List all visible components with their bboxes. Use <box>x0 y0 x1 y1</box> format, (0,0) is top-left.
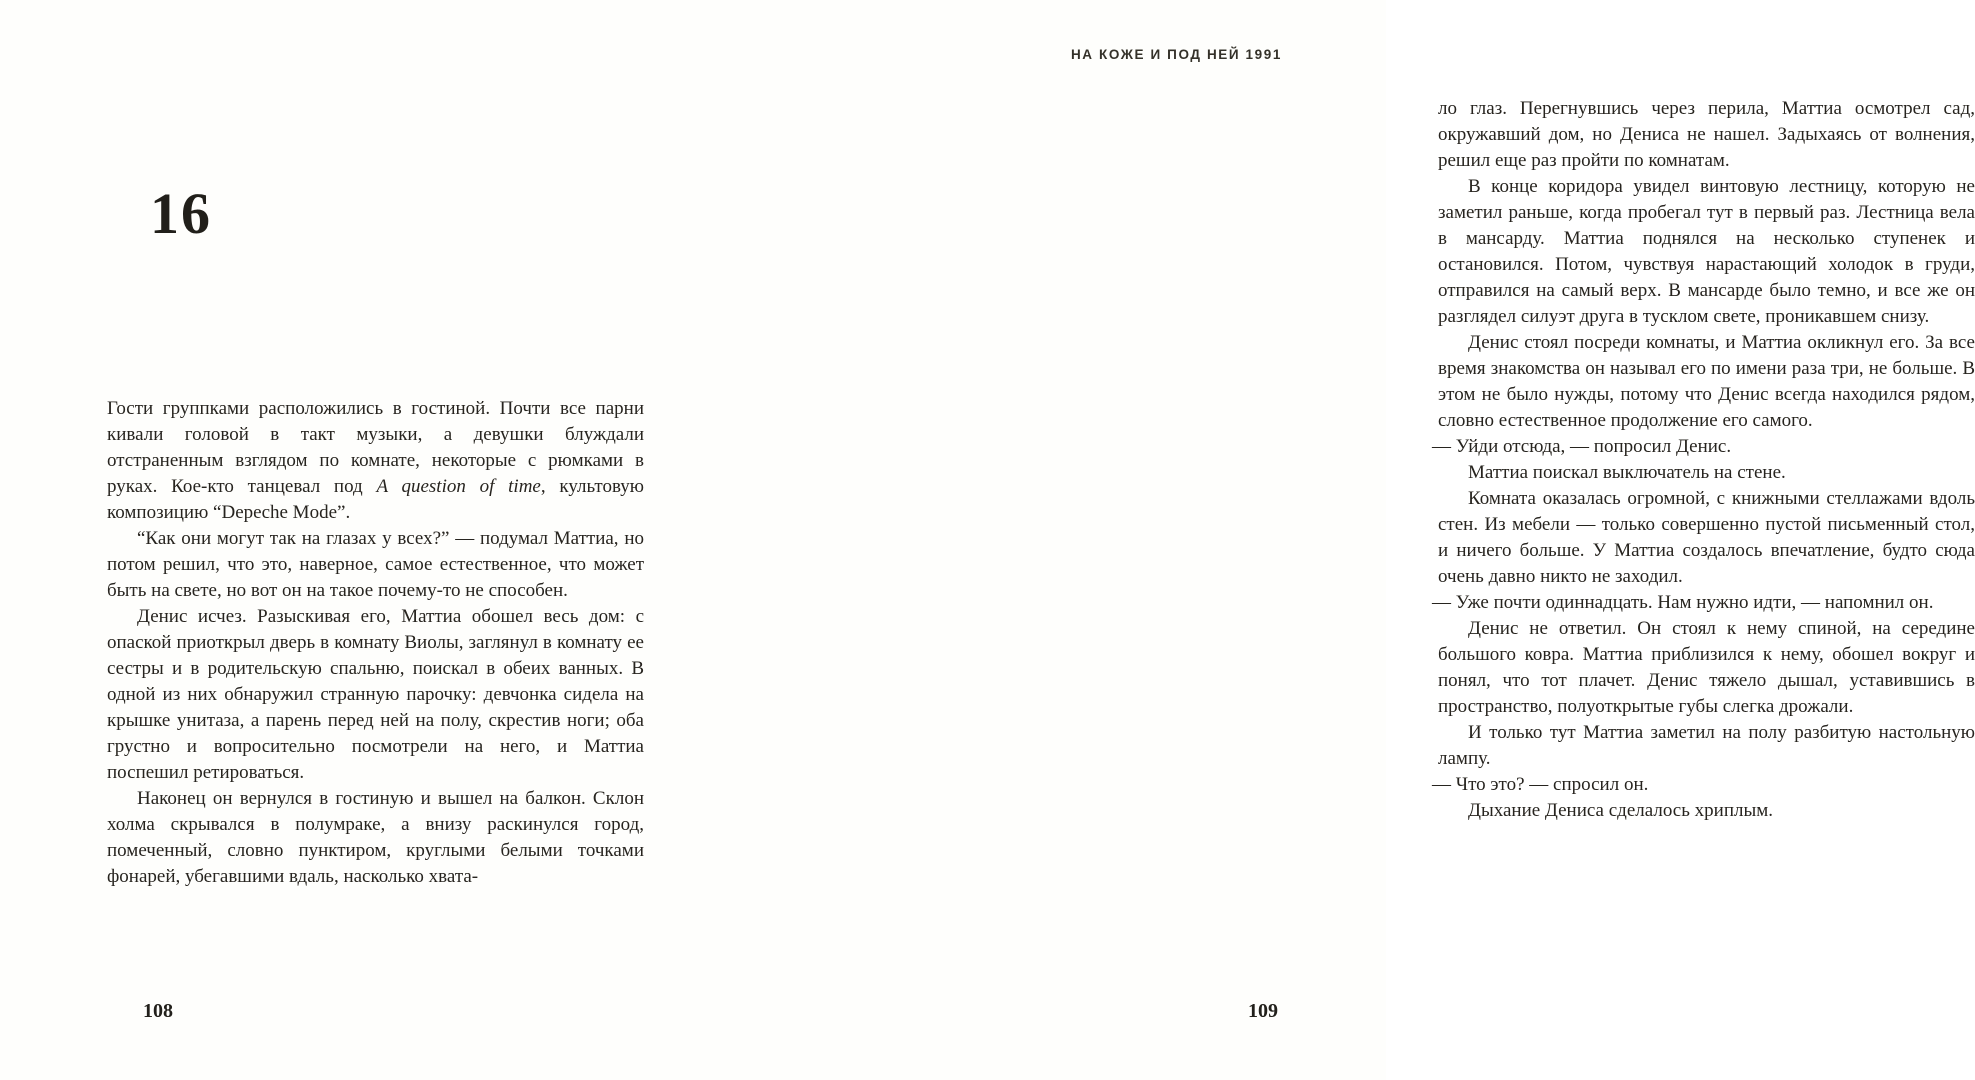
paragraph: ло глаз. Перегнувшись через перила, Маттиа осмотрел сад, окружавший дом, но Дениса не нашел. Задыхаясь от волнения, решил еще раз пройти по комнатам. <box>1438 98 1975 171</box>
paragraph: Комната оказалась огромной, с книжными стеллажами вдоль стен. Из мебели — только совершенно пустой письменный стол, и ничего больше. У Маттиа создалось впечатление, будто сюда очень давно никто не заходил. <box>1438 488 1975 587</box>
paragraph: Денис не ответил. Он стоял к нему спиной, на середине большого ковра. Маттиа приблизился к нему, обошел вокруг и понял, что тот плачет. Денис тяжело дышал, уставившись в пространство, полуоткрытые губы слегка дрожали. <box>1438 618 1975 717</box>
paragraph: — Уже почти одиннадцать. Нам нужно идти, — напомнил он. <box>1432 592 1934 613</box>
left-page-number: 108 <box>143 1000 173 1022</box>
right-page-number: 109 <box>1248 1000 1278 1022</box>
paragraph: Денис исчез. Разыскивая его, Маттиа обошел весь дом: с опаской приоткрыл дверь в комнату Виолы, заглянул в комнату ее сестры и в родительскую спальню, поискал в обеих ванных. В одной из них обнаружил странную парочку: девчонка сидела на крышке унитаза, а парень перед ней на полу, скрестив ноги; оба грустно и вопросительно посмотрели на него, и Маттиа поспешил ретироваться. <box>107 606 644 783</box>
paragraph: В конце коридора увидел винтовую лестницу, которую не заметил раньше, когда пробегал тут в первый раз. Лестница вела в мансарду. Маттиа поднялся на несколько ступенек и остановился. Потом, чувствуя нарастающий холодок в груди, отправился на самый верх. В мансарде было темно, и все же он разглядел силуэт друга в тусклом свете, проникавшем снизу. <box>1438 176 1975 327</box>
paragraph: “Как они могут так на глазах у всех?” — подумал Маттиа, но потом решил, что это, наверное, самое естественное, что может быть на свете, но вот он на такое почему-то не способен. <box>107 528 644 601</box>
right-page <box>693 0 1975 1080</box>
left-page <box>0 0 693 1080</box>
paragraph: — Что это? — спросил он. <box>1432 774 1649 795</box>
chapter-number: 16 <box>150 181 212 246</box>
paragraph: Гости группками расположились в гостиной. Почти все парни кивали головой в такт музыки, а девушки блуждали отстраненным взглядом по комнате, некоторые с рюмками в руках. Кое-кто танцевал под A question of time, культовую композицию “Depeche Mode”. <box>107 398 644 523</box>
running-header: НА КОЖЕ И ПОД НЕЙ 1991 <box>1070 47 1282 62</box>
paragraph: Денис стоял посреди комнаты, и Маттиа окликнул его. За все время знакомства он называл его по имени раза три, не больше. В этом не было нужды, потому что Денис всегда находился рядом, словно естественное продолжение его самого. <box>1438 332 1975 431</box>
paragraph: Дыхание Дениса сделалось хриплым. <box>1468 800 1774 821</box>
paragraph: И только тут Маттиа заметил на полу разбитую настольную лампу. <box>1438 722 1975 769</box>
right-page-body-text <box>1432 96 1975 824</box>
paragraph: — Уйди отсюда, — попросил Денис. <box>1432 436 1732 457</box>
left-page-body-text <box>107 396 644 890</box>
paragraph: Наконец он вернулся в гостиную и вышел на балкон. Склон холма скрывался в полумраке, а внизу раскинулся город, помеченный, словно пунктиром, круглыми белыми точками фонарей, убегавшими вдаль, насколько хвата- <box>107 788 644 887</box>
paragraph: Маттиа поискал выключатель на стене. <box>1468 462 1786 483</box>
